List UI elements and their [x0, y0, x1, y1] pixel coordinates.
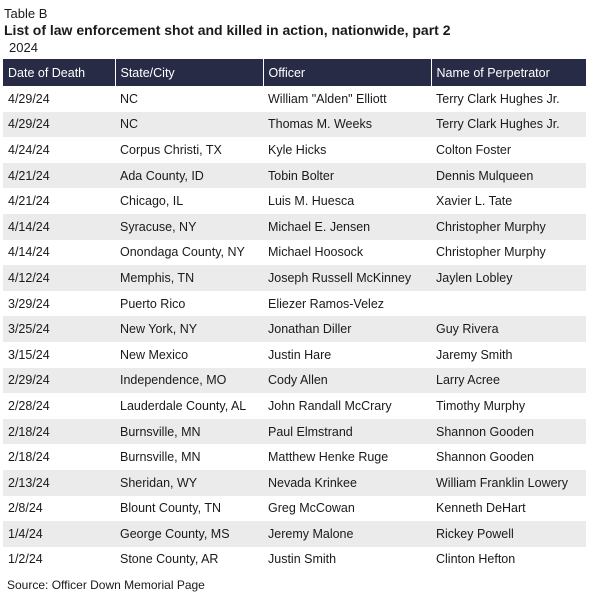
cell-perpetrator: Terry Clark Hughes Jr. — [436, 117, 560, 132]
cell-perpetrator: Timothy Murphy — [436, 398, 526, 413]
cell-date: 2/8/24 — [8, 501, 43, 516]
table-header-row — [3, 59, 586, 86]
cell-perpetrator: Guy Rivera — [436, 322, 499, 337]
column-header-state-city: State/City — [115, 59, 263, 86]
cell-officer: Luis M. Huesca — [268, 194, 355, 209]
cell-date: 1/4/24 — [8, 526, 43, 541]
cell-officer: Paul Elmstrand — [268, 424, 353, 439]
table-row — [3, 470, 586, 496]
cell-date: 2/13/24 — [8, 475, 50, 490]
column-header-perpetrator: Name of Perpetrator — [431, 59, 586, 86]
cell-officer: Nevada Krinkee — [268, 475, 357, 490]
cell-officer: Joseph Russell McKinney — [268, 270, 412, 285]
cell-perpetrator: Shannon Gooden — [436, 450, 535, 465]
cell-perpetrator: Larry Acree — [436, 373, 500, 388]
cell-state-city: Independence, MO — [120, 373, 227, 388]
table-row — [3, 163, 586, 189]
table-row — [3, 112, 586, 138]
source-note: Source: Officer Down Memorial Page — [7, 578, 205, 592]
cell-officer: Justin Smith — [268, 552, 337, 567]
cell-officer: Jeremy Malone — [268, 526, 354, 541]
cell-perpetrator: Dennis Mulqueen — [436, 168, 534, 183]
table-row — [3, 521, 586, 547]
cell-perpetrator — [431, 291, 586, 317]
cell-date: 4/14/24 — [8, 219, 50, 234]
table-label: Table B — [4, 6, 48, 21]
cell-perpetrator: Kenneth DeHart — [436, 501, 526, 516]
cell-officer: Justin Hare — [268, 347, 332, 362]
table-row — [3, 419, 586, 445]
cell-perpetrator: Clinton Hefton — [436, 552, 516, 567]
cell-perpetrator: Shannon Gooden — [436, 424, 535, 439]
table-row — [3, 214, 586, 240]
cell-state-city: Stone County, AR — [120, 552, 219, 567]
cell-state-city: Burnsville, MN — [120, 450, 201, 465]
cell-state-city: Memphis, TN — [120, 270, 195, 285]
table-row — [3, 188, 586, 214]
table-row — [3, 240, 586, 266]
cell-date: 3/25/24 — [8, 322, 50, 337]
cell-officer: Cody Allen — [268, 373, 328, 388]
cell-state-city: George County, MS — [120, 526, 230, 541]
cell-date: 3/15/24 — [8, 347, 50, 362]
table-row — [3, 393, 586, 419]
cell-state-city: Onondaga County, NY — [120, 245, 245, 260]
cell-state-city: NC — [120, 117, 139, 132]
cell-state-city: Ada County, ID — [120, 168, 204, 183]
cell-perpetrator: Jaylen Lobley — [436, 270, 513, 285]
cell-perpetrator: Xavier L. Tate — [436, 194, 513, 209]
column-header-date: Date of Death — [8, 65, 86, 80]
cell-perpetrator: William Franklin Lowery — [436, 475, 568, 490]
cell-date: 4/21/24 — [8, 168, 50, 183]
cell-date: 4/24/24 — [8, 142, 50, 157]
cell-perpetrator: Terry Clark Hughes Jr. — [436, 91, 560, 106]
cell-state-city: Puerto Rico — [120, 296, 186, 311]
table-subtitle: 2024 — [9, 40, 38, 55]
cell-date: 4/29/24 — [8, 117, 50, 132]
cell-state-city: Corpus Christi, TX — [120, 142, 222, 157]
cell-officer: Tobin Bolter — [268, 168, 335, 183]
cell-state-city: Burnsville, MN — [120, 424, 201, 439]
cell-date: 3/29/24 — [8, 296, 50, 311]
table-row — [3, 86, 586, 112]
cell-officer: Jonathan Diller — [268, 322, 352, 337]
table-row — [3, 547, 586, 573]
table-row — [3, 137, 586, 163]
cell-state-city: Chicago, IL — [120, 194, 184, 209]
cell-date: 4/14/24 — [8, 245, 50, 260]
cell-state-city: Lauderdale County, AL — [120, 398, 247, 413]
cell-state-city: Syracuse, NY — [120, 219, 197, 234]
cell-date: 4/29/24 — [8, 91, 50, 106]
cell-state-city: Blount County, TN — [120, 501, 221, 516]
cell-officer: Matthew Henke Ruge — [268, 450, 389, 465]
cell-officer: Kyle Hicks — [268, 142, 327, 157]
cell-perpetrator: Jaremy Smith — [436, 347, 513, 362]
table-row — [3, 342, 586, 368]
table-title: List of law enforcement shot and killed in action, nationwide, part 2 — [4, 22, 451, 38]
cell-date: 2/18/24 — [8, 450, 50, 465]
cell-state-city: New York, NY — [120, 322, 198, 337]
cell-state-city: Sheridan, WY — [120, 475, 198, 490]
table-row — [3, 444, 586, 470]
cell-state-city: NC — [120, 91, 139, 106]
cell-perpetrator: Christopher Murphy — [436, 245, 546, 260]
officers-table — [3, 59, 586, 572]
cell-date: 4/12/24 — [8, 270, 50, 285]
cell-officer: Greg McCowan — [268, 501, 355, 516]
cell-state-city: New Mexico — [120, 347, 189, 362]
cell-perpetrator: Colton Foster — [436, 142, 512, 157]
cell-officer: John Randall McCrary — [268, 398, 392, 413]
cell-perpetrator: Christopher Murphy — [436, 219, 546, 234]
cell-date: 4/21/24 — [8, 194, 50, 209]
table-row — [3, 316, 586, 342]
table-row — [3, 496, 586, 522]
cell-officer: Michael E. Jensen — [268, 219, 371, 234]
table-body — [3, 86, 586, 572]
cell-date: 2/29/24 — [8, 373, 50, 388]
cell-officer: Michael Hoosock — [268, 245, 364, 260]
cell-officer: Thomas M. Weeks — [268, 117, 372, 132]
column-header-officer: Officer — [263, 59, 431, 86]
table-row — [3, 291, 586, 317]
cell-date: 2/18/24 — [8, 424, 50, 439]
cell-officer: Eliezer Ramos-Velez — [268, 296, 385, 311]
cell-perpetrator: Rickey Powell — [436, 526, 514, 541]
table-row — [3, 368, 586, 394]
cell-date: 1/2/24 — [8, 552, 43, 567]
cell-date: 2/28/24 — [8, 398, 50, 413]
cell-officer: William "Alden" Elliott — [268, 91, 387, 106]
table-row — [3, 265, 586, 291]
